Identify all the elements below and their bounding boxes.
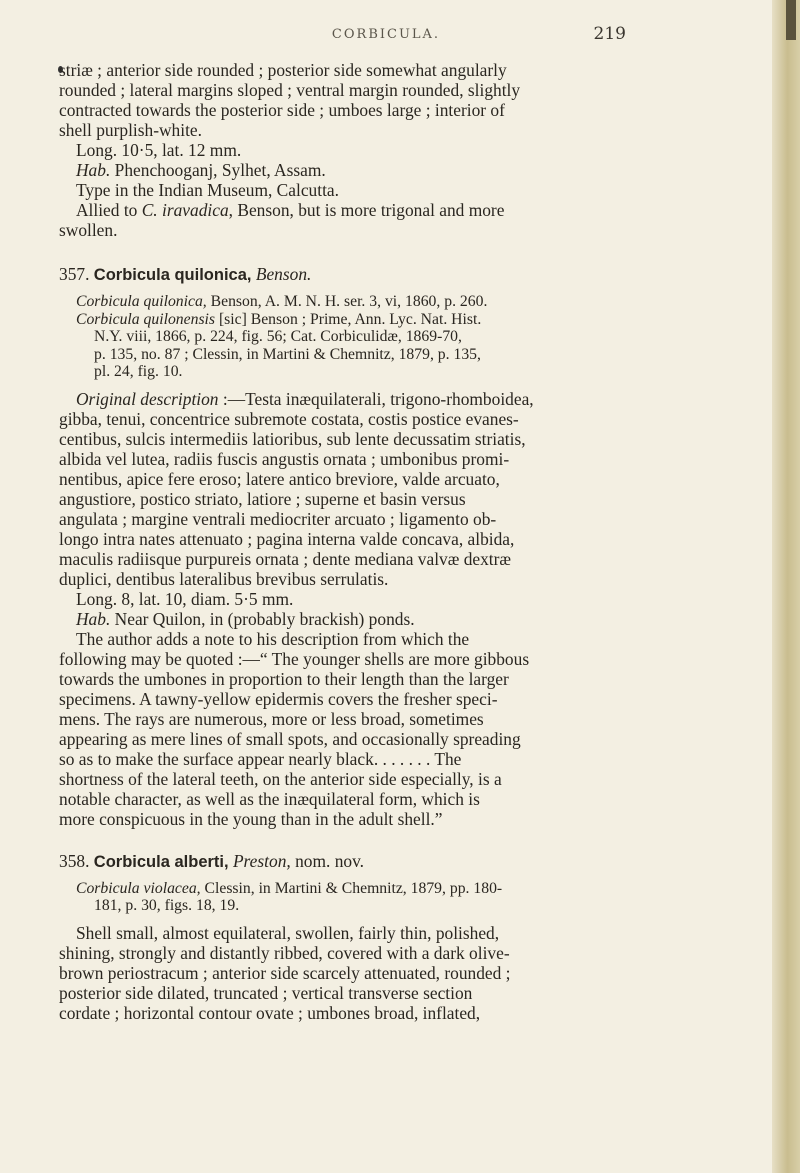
reference-line: [42, 311, 782, 329]
species-name: Corbicula quilonica,: [93, 266, 252, 284]
reference-line: 181, p. 30, figs. 18, 19.: [94, 897, 240, 914]
allied-species: C. iravadica: [141, 200, 229, 220]
text-line: The author adds a note to his description from which the: [76, 628, 470, 649]
text-line: more conspicuous in the young than in the adult shell.”: [59, 808, 443, 829]
text-line: so as to make the surface appear nearly black. . . . . . . The: [59, 748, 462, 769]
species-suffix: nom. nov.: [290, 850, 365, 871]
latin-text: :—Testa inæquilaterali, trigono-rhomboidea,: [218, 388, 534, 409]
text-line: brown periostracum ; anterior side scarcely attenuated, rounded ;: [59, 962, 511, 983]
measurement: Long. 10·5, lat. 12 mm.: [76, 140, 242, 160]
species-number: 358.: [59, 850, 90, 871]
species-author: Preston,: [232, 850, 291, 871]
text-line: appearing as mere lines of small spots, and occasionally spreading: [59, 728, 521, 749]
text-line: specimens. A tawny-yellow epidermis covers the fresher speci-: [59, 688, 498, 709]
text-line: following may be quoted :—“ The younger shells are more gibbous: [59, 648, 530, 669]
text-line: centibus, sulcis intermediis latioribus, sub lente decussatim striatis,: [59, 428, 526, 449]
original-description: [42, 389, 782, 829]
allied-post: , Benson, but is more trigonal and more: [228, 200, 505, 220]
text-line: striæ ; anterior side rounded ; posterior side somewhat angularly: [59, 60, 507, 80]
text-line: contracted towards the posterior side ; umboes large ; interior of: [59, 100, 505, 120]
reference-line: pl. 24, fig. 10.: [94, 363, 183, 380]
text-line: albida vel lutea, radiis fuscis angustis ornata ; umbonibus promi-: [59, 448, 510, 469]
habitat-label: Hab.: [76, 608, 111, 629]
habitat: [42, 609, 782, 629]
species-author: Benson.: [255, 264, 312, 284]
text-line: swollen.: [59, 220, 118, 240]
reference-text: Benson, A. M. N. H. ser. 3, vi, 1860, p. 260.: [206, 293, 488, 310]
text-line: duplici, dentibus lateralibus brevibus serrulatis.: [59, 568, 389, 589]
reference-line: N.Y. viii, 1866, p. 224, fig. 56; Cat. Corbiculidæ, 1869-70,: [94, 328, 462, 345]
running-head-title: CORBICULA.: [331, 27, 441, 42]
reference-line: [42, 880, 782, 898]
text-line: towards the umbones in proportion to their length than the larger: [59, 668, 509, 689]
reference-text: Clessin, in Martini & Chemnitz, 1879, pp. 180-: [200, 879, 503, 897]
reference-text: [sic] Benson ; Prime, Ann. Lyc. Nat. Hist.: [215, 310, 482, 328]
habitat-text: Near Quilon, in (probably brackish) ponds.: [110, 608, 415, 629]
text-line: nentibus, apice fere eroso; latere antico breviore, valde arcuato,: [59, 468, 500, 489]
page-number: 219: [593, 24, 626, 44]
text-line: shell purplish-white.: [59, 120, 202, 140]
species-heading-358: [42, 851, 782, 872]
text-line: shining, strongly and distantly ribbed, covered with a dark olive-: [59, 942, 510, 963]
text-line: cordate ; horizontal contour ovate ; umbones broad, inflated,: [59, 1002, 481, 1023]
text-line: rounded ; lateral margins sloped ; ventral margin rounded, slightly: [59, 80, 521, 100]
reference-name: Corbicula violacea,: [76, 879, 201, 897]
reference-name: Corbicula quilonensis: [76, 310, 216, 328]
page-text: [42, 60, 782, 1023]
allied-pre: Allied to: [76, 200, 142, 220]
habitat-text: Phenchooganj, Sylhet, Assam.: [110, 160, 326, 180]
text-line: maculis radiisque purpureis ornata ; dente mediana valvæ dextræ: [59, 548, 512, 569]
text-line: posterior side dilated, truncated ; vertical transverse section: [59, 982, 473, 1003]
text-line: mens. The rays are numerous, more or less broad, sometimes: [59, 708, 484, 729]
allied-note: [42, 200, 782, 220]
measurement: Long. 8, lat. 10, diam. 5·5 mm.: [76, 588, 294, 609]
species-number: 357.: [59, 264, 90, 284]
original-description-label: Original description: [76, 388, 219, 409]
running-head: [0, 24, 772, 49]
description-358: [42, 923, 782, 1023]
text-line: notable character, as well as the inæquilateral form, which is: [59, 788, 480, 809]
text-line: shortness of the lateral teeth, on the anterior side especially, is a: [59, 768, 502, 789]
reference-line: [42, 293, 782, 311]
synonymy-357: [42, 293, 782, 381]
continued-description: [42, 60, 782, 240]
text-line: gibba, tenui, concentrice subremote costata, costis postice evanes-: [59, 408, 519, 429]
habitat-label: Hab.: [76, 160, 111, 180]
species-name: Corbicula alberti,: [93, 852, 229, 871]
edge-mark: [786, 0, 796, 40]
habitat: [42, 160, 782, 180]
text-line: angulata ; margine ventrali mediocriter arcuato ; ligamento ob-: [59, 508, 497, 529]
species-heading-357: [42, 264, 782, 285]
text-line: angustiore, postico striato, latiore ; superne et basin versus: [59, 488, 466, 509]
text-line: longo intra nates attenuato ; pagina interna valde concava, albida,: [59, 528, 515, 549]
reference-name: Corbicula quilonica,: [76, 293, 207, 310]
type-location: Type in the Indian Museum, Calcutta.: [76, 180, 339, 200]
synonymy-358: [42, 880, 782, 915]
text-line: [42, 389, 782, 409]
reference-line: p. 135, no. 87 ; Clessin, in Martini & Chemnitz, 1879, p. 135,: [94, 345, 481, 363]
text-line: Shell small, almost equilateral, swollen, fairly thin, polished,: [76, 922, 500, 943]
